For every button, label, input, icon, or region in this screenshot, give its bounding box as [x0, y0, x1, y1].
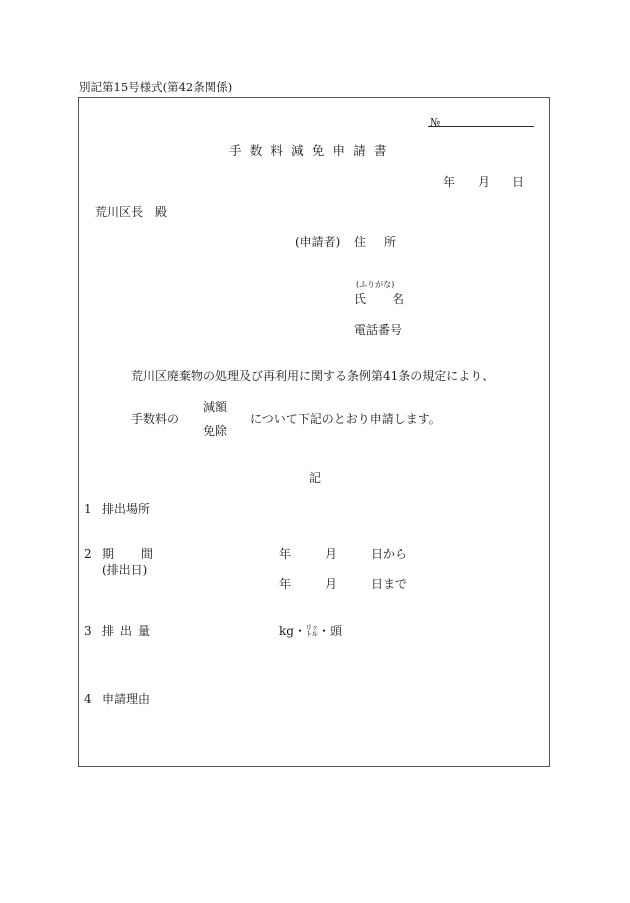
- number-label: №: [430, 116, 441, 129]
- applicant-label: (申請者): [295, 235, 341, 249]
- item-label-period: 期間: [102, 547, 181, 561]
- ki-heading: 記: [309, 471, 322, 485]
- document-title: 手数料減免申請書: [229, 143, 395, 158]
- period-to-year: 年: [279, 577, 292, 591]
- name-label: 氏名: [354, 292, 431, 306]
- exemption-option[interactable]: 免除: [203, 424, 228, 438]
- period-to-month: 月: [325, 577, 338, 591]
- item-number: 1: [84, 502, 92, 516]
- item-number: 2: [84, 547, 92, 561]
- date-year-label: 年: [443, 175, 456, 189]
- item-number: 3: [84, 624, 92, 638]
- item-label-discharge-amount: 排出量: [102, 624, 157, 638]
- date-day-label: 日: [512, 175, 525, 189]
- request-text: について下記のとおり申請します。: [250, 412, 441, 426]
- ordinance-statement: 荒川区廃棄物の処理及び再利用に関する条例第41条の規定により、: [131, 369, 495, 383]
- furigana-label: (ふりがな): [356, 280, 395, 289]
- phone-label: 電話番号: [354, 323, 403, 337]
- item-label-discharge-place: 排出場所: [102, 502, 151, 516]
- form-frame: [78, 97, 550, 767]
- period-from-year: 年: [279, 547, 292, 561]
- reduction-option[interactable]: 減額: [203, 400, 228, 414]
- amount-units: kg・㍑・頭: [279, 624, 342, 638]
- form-header: 別記第15号様式(第42条関係): [79, 80, 233, 94]
- item-number: 4: [84, 692, 92, 706]
- fee-label: 手数料の: [131, 412, 180, 426]
- addressee: 荒川区長 殿: [95, 205, 168, 219]
- address-label: 住所: [354, 235, 415, 249]
- period-from-day: 日から: [371, 547, 408, 561]
- period-from-month: 月: [325, 547, 338, 561]
- date-month-label: 月: [478, 175, 491, 189]
- number-field-line[interactable]: [428, 126, 534, 127]
- period-to-day: 日まで: [371, 577, 408, 591]
- item-label-reason: 申請理由: [102, 692, 151, 706]
- item-sublabel-discharge-date: (排出日): [102, 563, 148, 577]
